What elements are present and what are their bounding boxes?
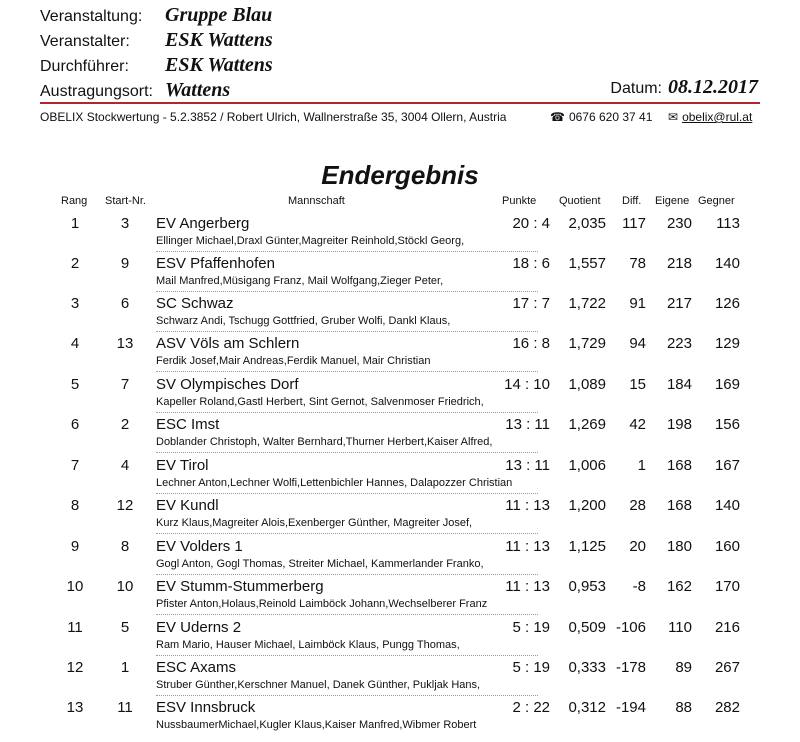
cell-start: 12	[116, 497, 134, 514]
cell-team: EV Uderns 2	[156, 619, 242, 636]
cell-start: 6	[120, 295, 130, 312]
meta-label: Veranstalter:	[40, 33, 130, 50]
cell-players: Pfister Anton,Holaus,Reinold Laimböck Johann,Wechselberer Franz	[156, 598, 488, 610]
cell-quotient: 0,509	[568, 619, 606, 636]
cell-rang: 6	[70, 416, 80, 433]
cell-punkte: 11 : 13	[505, 497, 550, 514]
cell-team: ESV Innsbruck	[156, 699, 256, 716]
cell-rang: 13	[66, 699, 84, 716]
cell-start: 2	[120, 416, 130, 433]
cell-eigene: 168	[666, 497, 692, 514]
cell-start: 7	[120, 376, 130, 393]
cell-gegner: 160	[714, 538, 740, 555]
table-row	[0, 574, 800, 614]
table-row	[0, 331, 800, 371]
cell-eigene: 217	[666, 295, 692, 312]
cell-punkte: 13 : 11	[505, 416, 550, 433]
cell-punkte: 11 : 13	[505, 538, 550, 555]
cell-gegner: 170	[714, 578, 740, 595]
cell-quotient: 1,089	[568, 376, 606, 393]
cell-players: Schwarz Andi, Tschugg Gottfried, Gruber Wolfi, Dankl Klaus,	[156, 315, 451, 327]
cell-team: EV Stumm-Stummerberg	[156, 578, 324, 595]
cell-rang: 5	[70, 376, 80, 393]
cell-quotient: 1,200	[568, 497, 606, 514]
cell-eigene: 218	[666, 255, 692, 272]
cell-players: Struber Günther,Kerschner Manuel, Danek Günther, Pukljak Hans,	[156, 679, 481, 691]
cell-quotient: 0,312	[568, 699, 606, 716]
cell-punkte: 13 : 11	[505, 457, 550, 474]
cell-diff: 91	[629, 295, 646, 312]
col-header-start: Start-Nr.	[105, 195, 146, 207]
cell-team: EV Angerberg	[156, 215, 250, 232]
cell-rang: 9	[70, 538, 80, 555]
cell-gegner: 169	[714, 376, 740, 393]
cell-punkte: 11 : 13	[505, 578, 550, 595]
cell-eigene: 110	[668, 619, 692, 636]
cell-gegner: 282	[714, 699, 740, 716]
cell-diff: 28	[629, 497, 646, 514]
cell-start: 5	[120, 619, 130, 636]
table-row	[0, 655, 800, 695]
table-row	[0, 453, 800, 493]
meta-value: ESK Wattens	[165, 54, 273, 76]
table-row	[0, 412, 800, 452]
cell-quotient: 1,729	[568, 335, 606, 352]
cell-quotient: 1,125	[568, 538, 606, 555]
cell-team: SV Olympisches Dorf	[156, 376, 299, 393]
table-row	[0, 615, 800, 655]
cell-team: EV Kundl	[156, 497, 219, 514]
col-header-rang: Rang	[61, 195, 88, 207]
cell-eigene: 89	[675, 659, 692, 676]
col-header-quotient: Quotient	[559, 195, 601, 207]
cell-diff: -194	[615, 699, 646, 716]
phone-icon: ☎	[550, 110, 565, 124]
meta-label: Durchführer:	[40, 58, 129, 75]
cell-rang: 3	[70, 295, 80, 312]
cell-start: 3	[120, 215, 130, 232]
cell-punkte: 20 : 4	[512, 215, 550, 232]
cell-team: SC Schwaz	[156, 295, 234, 312]
cell-players: Lechner Anton,Lechner Wolfi,Lettenbichler Hannes, Dalapozzer Christian	[156, 477, 513, 489]
cell-players: Ram Mario, Hauser Michael, Laimböck Klaus, Pungg Thomas,	[156, 639, 460, 651]
cell-quotient: 0,333	[568, 659, 606, 676]
cell-diff: 117	[622, 215, 646, 232]
cell-quotient: 1,722	[568, 295, 606, 312]
cell-players: NussbaumerMichael,Kugler Klaus,Kaiser Manfred,Wibmer Robert	[156, 719, 477, 731]
cell-start: 13	[116, 335, 134, 352]
cell-start: 1	[120, 659, 130, 676]
cell-rang: 7	[70, 457, 80, 474]
cell-start: 10	[116, 578, 134, 595]
cell-gegner: 129	[714, 335, 740, 352]
cell-punkte: 18 : 6	[512, 255, 550, 272]
col-header-punkte: Punkte	[502, 195, 537, 207]
table-row	[0, 534, 800, 574]
cell-team: ESC Axams	[156, 659, 237, 676]
table-row	[0, 291, 800, 331]
cell-eigene: 198	[666, 416, 692, 433]
meta-label: Austragungsort:	[40, 83, 153, 100]
meta-label: Veranstaltung:	[40, 8, 143, 25]
meta-value: ESK Wattens	[165, 29, 273, 51]
date-block	[610, 76, 758, 99]
phone-number: 0676 620 37 41	[568, 110, 653, 124]
email-block	[668, 110, 752, 124]
cell-punkte: 5 : 19	[512, 659, 550, 676]
cell-diff: 15	[629, 376, 646, 393]
email-link[interactable]: obelix@rul.at	[682, 110, 753, 124]
cell-gegner: 140	[714, 255, 740, 272]
cell-gegner: 156	[714, 416, 740, 433]
cell-eigene: 180	[666, 538, 692, 555]
cell-diff: 94	[629, 335, 646, 352]
cell-team: ASV Völs am Schlern	[156, 335, 300, 352]
page-title: Endergebnis	[321, 160, 479, 190]
table-row	[0, 695, 800, 735]
cell-quotient: 1,557	[568, 255, 606, 272]
col-header-eigene: Eigene	[655, 195, 690, 207]
phone-block	[550, 110, 652, 124]
cell-gegner: 126	[714, 295, 740, 312]
cell-gegner: 113	[716, 215, 740, 232]
cell-eigene: 230	[666, 215, 692, 232]
cell-punkte: 17 : 7	[512, 295, 550, 312]
cell-rang: 11	[67, 619, 83, 636]
cell-team: EV Volders 1	[156, 538, 243, 555]
cell-eigene: 223	[666, 335, 692, 352]
cell-diff: -106	[615, 619, 646, 636]
cell-quotient: 1,269	[568, 416, 606, 433]
table-row	[0, 251, 800, 291]
cell-start: 9	[120, 255, 130, 272]
meta-row-veranstalter	[40, 29, 273, 53]
meta-row-durchfuehrer	[40, 54, 273, 78]
cell-punkte: 16 : 8	[512, 335, 550, 352]
cell-diff: 42	[629, 416, 646, 433]
cell-rang: 10	[66, 578, 84, 595]
col-header-gegner: Gegner	[698, 195, 735, 207]
cell-eigene: 88	[675, 699, 692, 716]
mail-icon: ✉	[668, 110, 679, 124]
cell-rang: 8	[70, 497, 80, 514]
cell-punkte: 2 : 22	[512, 699, 550, 716]
cell-quotient: 2,035	[568, 215, 606, 232]
cell-eigene: 184	[666, 376, 692, 393]
cell-punkte: 5 : 19	[512, 619, 550, 636]
cell-players: Doblander Christoph, Walter Bernhard,Thurner Herbert,Kaiser Alfred,	[156, 436, 493, 448]
cell-rang: 4	[70, 335, 80, 352]
cell-players: Ferdik Josef,Mair Andreas,Ferdik Manuel, Mair Christian	[156, 355, 431, 367]
cell-rang: 1	[70, 215, 80, 232]
cell-players: Kurz Klaus,Magreiter Alois,Exenberger Günther, Magreiter Josef,	[156, 517, 473, 529]
cell-diff: -178	[615, 659, 646, 676]
meta-value: Gruppe Blau	[165, 4, 273, 26]
cell-start: 8	[120, 538, 130, 555]
cell-diff: 1	[637, 457, 646, 474]
cell-quotient: 1,006	[568, 457, 606, 474]
table-row	[0, 372, 800, 412]
cell-diff: 78	[629, 255, 646, 272]
cell-start: 4	[120, 457, 130, 474]
cell-start: 11	[117, 699, 133, 716]
table-row	[0, 493, 800, 533]
meta-value: Wattens	[165, 79, 231, 101]
col-header-diff: Diff.	[622, 195, 642, 207]
date-label: Datum:	[610, 80, 662, 97]
cell-eigene: 168	[666, 457, 692, 474]
cell-players: Gogl Anton, Gogl Thomas, Streiter Michael, Kammerlander Franko,	[156, 558, 484, 570]
meta-row-veranstaltung	[40, 4, 272, 28]
cell-punkte: 14 : 10	[504, 376, 550, 393]
cell-players: Mail Manfred,Müsigang Franz, Mail Wolfgang,Zieger Peter,	[156, 275, 444, 287]
cell-gegner: 216	[714, 619, 740, 636]
cell-gegner: 267	[714, 659, 740, 676]
cell-team: ESV Pfaffenhofen	[156, 255, 275, 272]
cell-players: Ellinger Michael,Draxl Günter,Magreiter Reinhold,Stöckl Georg,	[156, 235, 465, 247]
cell-rang: 2	[70, 255, 80, 272]
header-divider	[40, 102, 760, 104]
cell-diff: 20	[629, 538, 646, 555]
cell-team: EV Tirol	[156, 457, 209, 474]
date-value: 08.12.2017	[668, 76, 758, 98]
cell-gegner: 140	[714, 497, 740, 514]
cell-gegner: 167	[714, 457, 740, 474]
organizer-line: OBELIX Stockwertung - 5.2.3852 / Robert Ulrich, Wallnerstraße 35, 3004 Ollern, Austria	[40, 110, 507, 124]
cell-quotient: 0,953	[568, 578, 606, 595]
cell-rang: 12	[66, 659, 84, 676]
table-row	[0, 211, 800, 251]
cell-players: Kapeller Roland,Gastl Herbert, Sint Gernot, Salvenmoser Friedrich,	[156, 396, 484, 408]
col-header-team: Mannschaft	[288, 195, 345, 207]
cell-diff: -8	[632, 578, 646, 595]
meta-row-austragungsort	[40, 79, 230, 103]
cell-team: ESC Imst	[156, 416, 220, 433]
cell-eigene: 162	[666, 578, 692, 595]
